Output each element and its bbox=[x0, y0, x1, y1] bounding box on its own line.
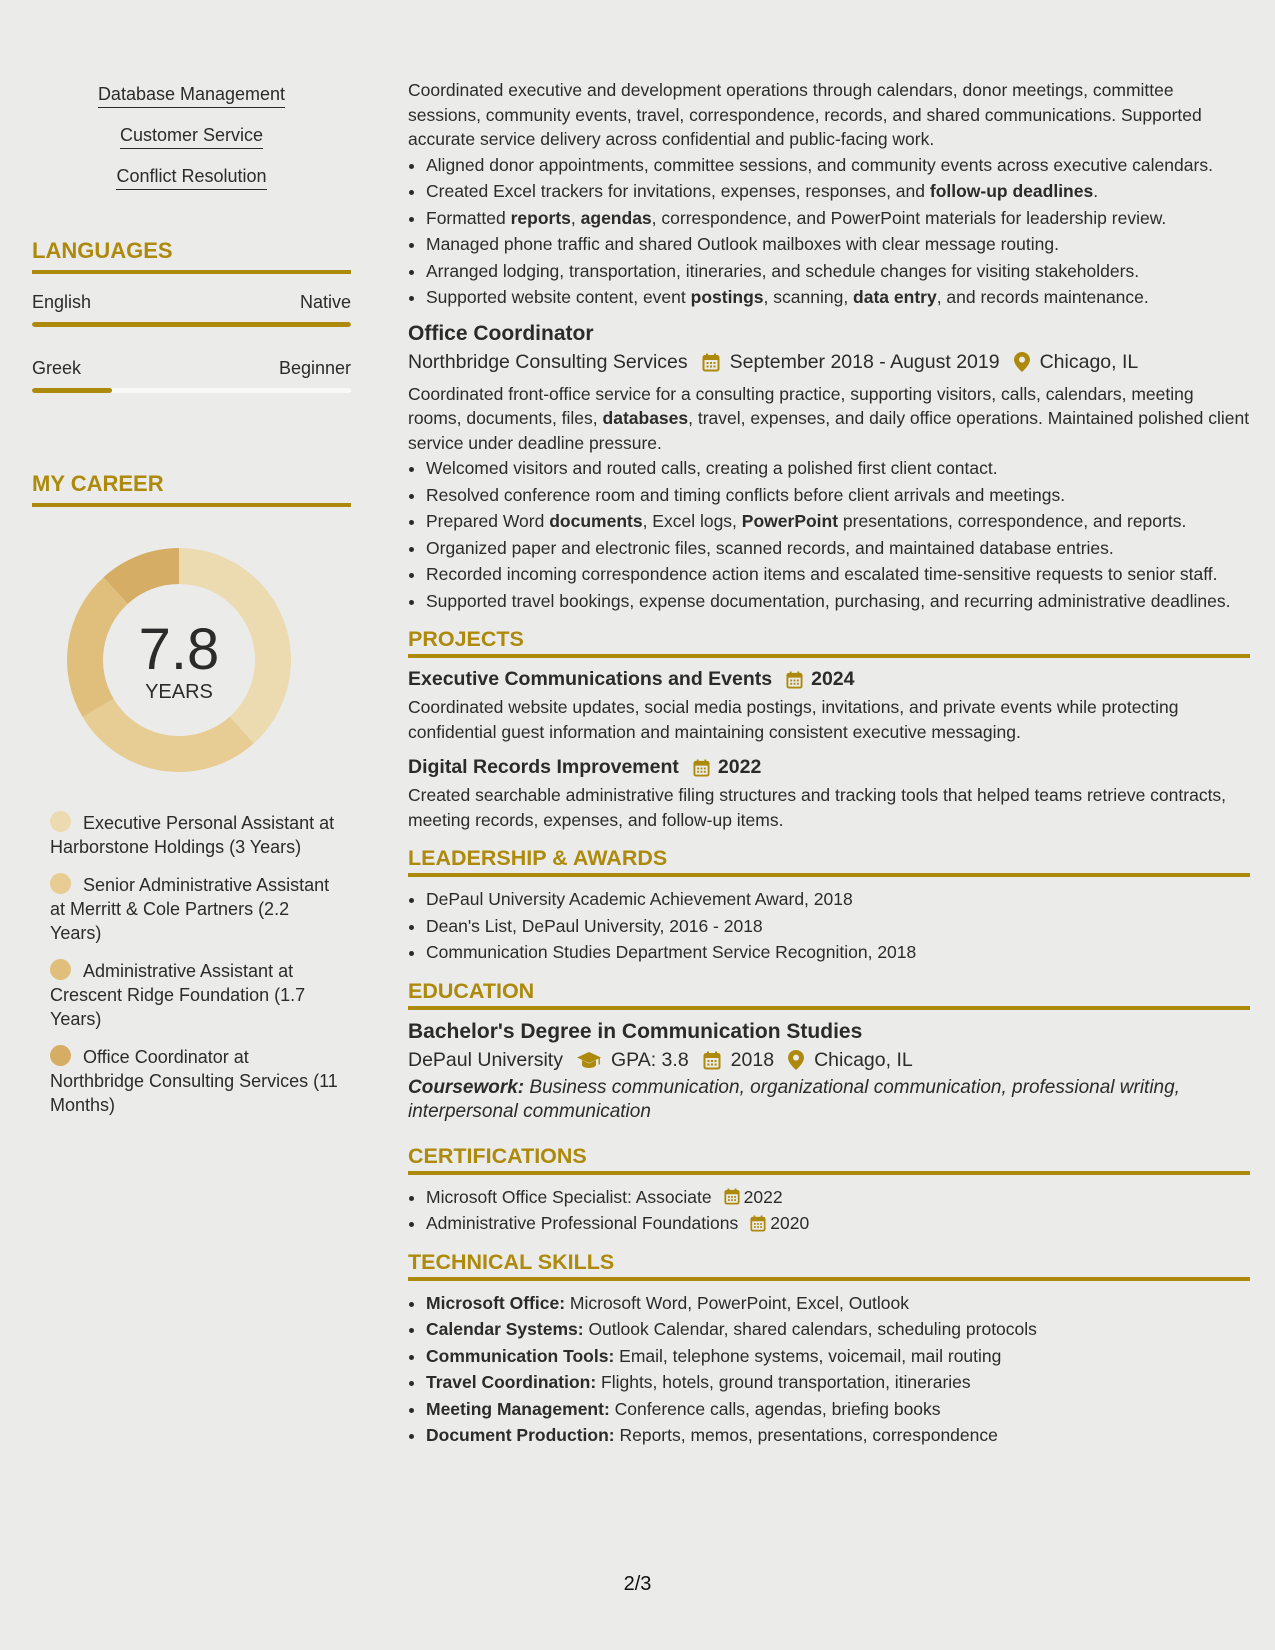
bullet-item: • Formatted reports, agendas, correspondence, and PowerPoint materials for leadership review. bbox=[426, 206, 1250, 231]
coursework-label: Coursework: bbox=[408, 1076, 525, 1098]
project-item bbox=[408, 756, 1250, 832]
language-level: Native bbox=[299, 292, 351, 312]
calendar-icon bbox=[724, 1188, 740, 1205]
legend-dot bbox=[50, 873, 71, 894]
language-item bbox=[32, 292, 351, 327]
job-dates: September 2018 - August 2019 bbox=[729, 350, 1000, 373]
tech-skill-value: Microsoft Word, PowerPoint, Excel, Outlook bbox=[565, 1292, 910, 1313]
tech-skill-label: Document Production: bbox=[426, 1425, 615, 1445]
gpa: GPA: 3.8 bbox=[610, 1048, 689, 1071]
language-bar bbox=[32, 388, 351, 393]
career-legend-label: Administrative Assistant at Crescent Ridge Foundation (1.7 Years) bbox=[50, 961, 306, 1029]
tech-skill-item bbox=[426, 1397, 1250, 1422]
career-unit: YEARS bbox=[145, 681, 213, 703]
award-item: • Communication Studies Department Service Recognition, 2018 bbox=[426, 940, 1250, 965]
sidebar bbox=[32, 80, 351, 1131]
career-legend-item bbox=[50, 1045, 340, 1117]
career-legend-item bbox=[50, 873, 340, 945]
school-location: Chicago, IL bbox=[814, 1048, 913, 1071]
coursework-text: Business communication, organizational communication, professional writing, interpersonal communication bbox=[408, 1076, 1180, 1122]
tech-skill-value: Email, telephone systems, voicemail, mail routing bbox=[614, 1345, 1002, 1366]
skills-list bbox=[32, 84, 351, 190]
project-year: 2024 bbox=[811, 668, 855, 690]
legend-dot bbox=[50, 1045, 71, 1066]
job-meta bbox=[408, 351, 1250, 374]
certification-item bbox=[426, 1185, 1250, 1210]
bullet-item: • Managed phone traffic and shared Outlook mailboxes with clear message routing. bbox=[426, 232, 1250, 257]
certification-item bbox=[426, 1211, 1250, 1236]
skill-tag: Database Management bbox=[98, 84, 285, 108]
calendar-icon bbox=[693, 759, 710, 777]
legend-dot bbox=[50, 959, 71, 980]
degree-title: Bachelor's Degree in Communication Studies bbox=[408, 1019, 863, 1043]
language-bar-fill bbox=[32, 322, 351, 327]
tech-skill-value: Conference calls, agendas, briefing books bbox=[609, 1398, 941, 1419]
certifications-heading: CERTIFICATIONS bbox=[408, 1144, 1250, 1175]
career-donut bbox=[66, 547, 292, 773]
certification-year: 2022 bbox=[743, 1186, 783, 1207]
certifications-list bbox=[408, 1185, 1250, 1236]
legend-dot bbox=[50, 811, 71, 832]
coursework bbox=[408, 1076, 1250, 1124]
career-legend-label: Senior Administrative Assistant at Merritt & Cole Partners (2.2 Years) bbox=[50, 875, 330, 943]
bullet-item: • Supported website content, event postings, scanning, data entry, and records maintenance. bbox=[426, 285, 1250, 310]
bullet-item: • Welcomed visitors and routed calls, creating a polished first client contact. bbox=[426, 456, 1250, 481]
projects-heading: PROJECTS bbox=[408, 627, 1250, 658]
location-pin-icon bbox=[788, 1050, 804, 1070]
skill-tag: Conflict Resolution bbox=[116, 166, 266, 190]
project-description: Created searchable administrative filing structures and tracking tools that helped teams retrieve contracts, meeting records, expenses, and follow-up items. bbox=[408, 785, 1227, 830]
bullet-item: • Aligned donor appointments, committee sessions, and community events across executive calendars. bbox=[426, 153, 1250, 178]
tech-skill-item bbox=[426, 1291, 1250, 1316]
calendar-icon bbox=[702, 353, 720, 372]
graduation-cap-icon bbox=[577, 1051, 601, 1069]
tech-skill-value: Reports, memos, presentations, correspondence bbox=[614, 1425, 998, 1445]
page-number: 2/3 bbox=[623, 1573, 652, 1595]
tech-skill-value: Flights, hotels, ground transportation, itineraries bbox=[596, 1372, 971, 1392]
bullet-item: • Resolved conference room and timing conflicts before client arrivals and meetings. bbox=[426, 483, 1250, 508]
job-summary: Coordinated executive and development operations through calendars, donor meetings, committee sessions, community events, travel, correspondence, records, and shared communications. Supported accurate service delivery across confidential and public-facing work. bbox=[408, 80, 1202, 149]
award-item: • DePaul University Academic Achievement Award, 2018 bbox=[426, 887, 1250, 912]
career-total: 7.8 bbox=[138, 617, 220, 682]
job-title: Office Coordinator bbox=[408, 321, 594, 345]
job-summary: Coordinated front-office service for a consulting practice, supporting visitors, calls, calendars, meeting rooms, documents, files, databases, travel, expenses, and daily office operations. Maintained polished client service under deadline pressure. bbox=[408, 383, 1250, 453]
calendar-icon bbox=[750, 1215, 766, 1232]
education-meta bbox=[408, 1049, 1250, 1072]
awards-heading: LEADERSHIP & AWARDS bbox=[408, 846, 1250, 877]
graduation-year: 2018 bbox=[730, 1048, 775, 1071]
tech-skill-label: Travel Coordination: bbox=[426, 1372, 597, 1392]
project-title: Digital Records Improvement bbox=[408, 756, 679, 778]
education-heading: EDUCATION bbox=[408, 979, 1250, 1010]
career-legend bbox=[50, 811, 340, 1117]
project-description: Coordinated website updates, social media postings, invitations, and private events while protecting confidential guest information and maintaining consistent executive messaging. bbox=[408, 697, 1179, 742]
bullet-item: • Recorded incoming correspondence action items and escalated time-sensitive requests to senior staff. bbox=[426, 562, 1250, 587]
main-content bbox=[408, 78, 1250, 1450]
certification-name: • Administrative Professional Foundations bbox=[426, 1213, 739, 1233]
career-legend-label: Executive Personal Assistant at Harborstone Holdings (3 Years) bbox=[50, 813, 335, 857]
calendar-icon bbox=[786, 671, 803, 689]
bullet-item: • Created Excel trackers for invitations, expenses, responses, and follow-up deadlines. bbox=[426, 179, 1250, 204]
school-name: DePaul University bbox=[408, 1048, 563, 1071]
language-bar-fill bbox=[32, 388, 112, 393]
tech-skill-item bbox=[426, 1423, 1250, 1448]
company-name: Northbridge Consulting Services bbox=[408, 350, 688, 373]
tech-skill-item bbox=[426, 1344, 1250, 1369]
technical-skills-list bbox=[408, 1291, 1250, 1448]
location-pin-icon bbox=[1014, 352, 1030, 372]
award-item: • Dean's List, DePaul University, 2016 - 2018 bbox=[426, 914, 1250, 939]
project-title: Executive Communications and Events bbox=[408, 668, 773, 690]
language-name: Greek bbox=[32, 358, 82, 378]
language-level: Beginner bbox=[278, 358, 351, 378]
tech-skill-label: Microsoft Office: bbox=[426, 1292, 566, 1313]
career-heading: MY CAREER bbox=[32, 471, 351, 507]
bullet-item: • Arranged lodging, transportation, itineraries, and schedule changes for visiting stakeholders. bbox=[426, 259, 1250, 284]
awards-list bbox=[408, 887, 1250, 965]
bullet-item: • Organized paper and electronic files, scanned records, and maintained database entries. bbox=[426, 536, 1250, 561]
tech-skill-item bbox=[426, 1317, 1250, 1342]
certification-name: • Microsoft Office Specialist: Associate bbox=[426, 1186, 712, 1207]
tech-skill-label: Meeting Management: bbox=[426, 1398, 610, 1419]
language-name: English bbox=[32, 292, 92, 312]
project-item bbox=[408, 668, 1250, 744]
tech-skill-label: Calendar Systems: bbox=[426, 1319, 584, 1339]
languages-heading: LANGUAGES bbox=[32, 238, 351, 274]
language-item bbox=[32, 358, 351, 393]
tech-skill-label: Communication Tools: bbox=[426, 1345, 615, 1366]
job-location: Chicago, IL bbox=[1039, 350, 1139, 373]
calendar-icon bbox=[703, 1051, 721, 1070]
bullet-item: • Supported travel bookings, expense documentation, purchasing, and recurring administrative deadlines. bbox=[426, 589, 1250, 614]
skill-tag: Customer Service bbox=[120, 125, 263, 149]
career-legend-item bbox=[50, 959, 340, 1031]
language-bar bbox=[32, 322, 351, 327]
job-bullets bbox=[408, 153, 1250, 310]
technical-skills-heading: TECHNICAL SKILLS bbox=[408, 1250, 1250, 1281]
tech-skill-value: Outlook Calendar, shared calendars, scheduling protocols bbox=[583, 1319, 1037, 1339]
project-year: 2022 bbox=[717, 756, 762, 778]
tech-skill-item bbox=[426, 1370, 1250, 1395]
certification-year: 2020 bbox=[770, 1213, 810, 1233]
bullet-item: • Prepared Word documents, Excel logs, PowerPoint presentations, correspondence, and reports. bbox=[426, 509, 1250, 534]
job-bullets bbox=[408, 456, 1250, 613]
career-legend-item bbox=[50, 811, 340, 859]
career-legend-label: Office Coordinator at Northbridge Consulting Services (11 Months) bbox=[50, 1047, 338, 1115]
